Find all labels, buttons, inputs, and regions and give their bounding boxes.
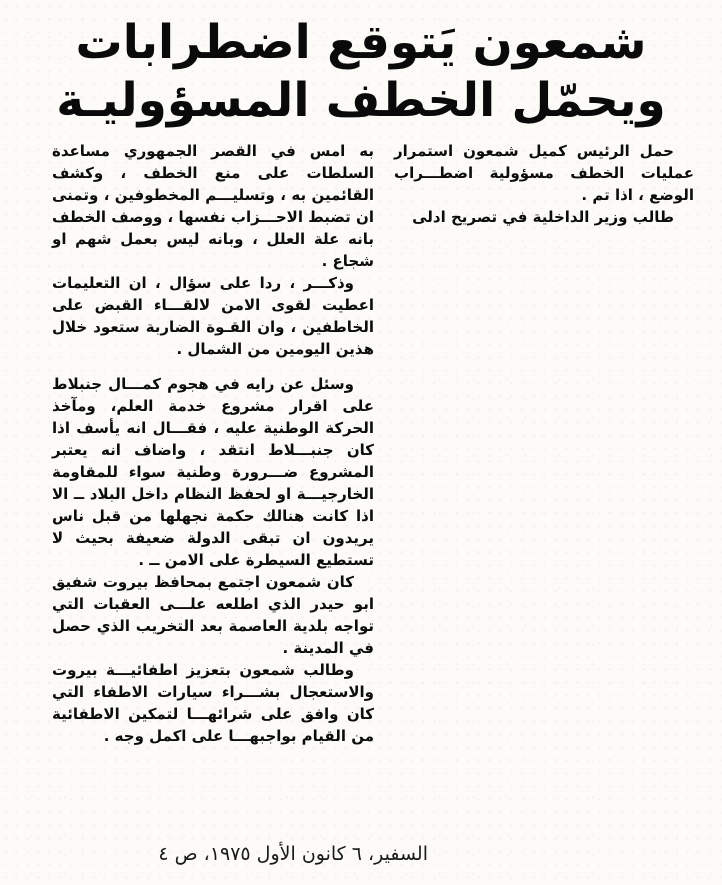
article-headline	[0, 0, 722, 130]
article-body	[0, 130, 722, 747]
column-right	[394, 140, 694, 228]
paragraph-continuation: به امس في القصر الجمهوري مساعدة السلطات على منع الخطف ، وكشف القائمين به ، وتسليـــم المخطوفين ، وتمنى ان تضبط الاحـــزاب نفسها ، ووصف الخطف بانه علة العلل ، وبانه ليس بعمل شهم او شجاع .	[52, 142, 374, 270]
headline-line-2: ويحمّل الخطف المسؤوليـة	[56, 73, 666, 128]
column-left	[52, 140, 374, 747]
paragraph: وطالب شمعون بتعزيز اطفائيـــة بيروت والاستعجال بشـــراء سيارات الاطفاء التي كان وافق على شرائهـــا لتمكين الاطفائية من القيام بواجبهـــا على اكمل وجه .	[52, 661, 374, 745]
paragraph: وذكـــر ، ردا على سؤال ، ان التعليمات اعطيت لقوى الامن لالقـــاء القبض على الخاطفين ، وان القـوة الضاربة ستعود خلال هذين اليومين من الشمال .	[52, 274, 374, 358]
headline-line-1: شمعون يَتوقع اضطرابات	[75, 15, 647, 70]
source-citation: السفير، ٦ كانون الأول ١٩٧٥، ص ٤	[158, 843, 428, 865]
paragraph: كان شمعون اجتمع بمحافظ بيروت شفيق ابو حيدر الذي اطلعه علـــى العقبات التي تواجه بلدية العاصمة بعد التخريب الذي حصل في المدينة .	[52, 573, 374, 657]
paragraph: طالب وزير الداخلية في تصريح ادلى	[412, 208, 674, 226]
paragraph-lead: حمل الرئيس كميل شمعون استمرار عمليات الخطف مسؤولية اضطـــراب الوضع ، اذا تم .	[394, 142, 694, 204]
paragraph: وسئل عن رايه في هجوم كمـــال جنبلاط على اقرار مشروع خدمة العلم، ومآخذ الحركة الوطنية عليه ، فقـــال انه يأسف اذا كان جنبـــلاط انتقد ، واضاف انه يعتبر المشروع ضـــرورة وطنية سواء للمقاومة الخارجيـــة او لحفظ النظام داخل البلاد ــ الا اذا كانت هنالك حكمة نجهلها من قبل ناس يريدون ان تبقى الدولة ضعيفة بحيث لا تستطيع السيطرة على الامن ــ .	[52, 375, 374, 569]
